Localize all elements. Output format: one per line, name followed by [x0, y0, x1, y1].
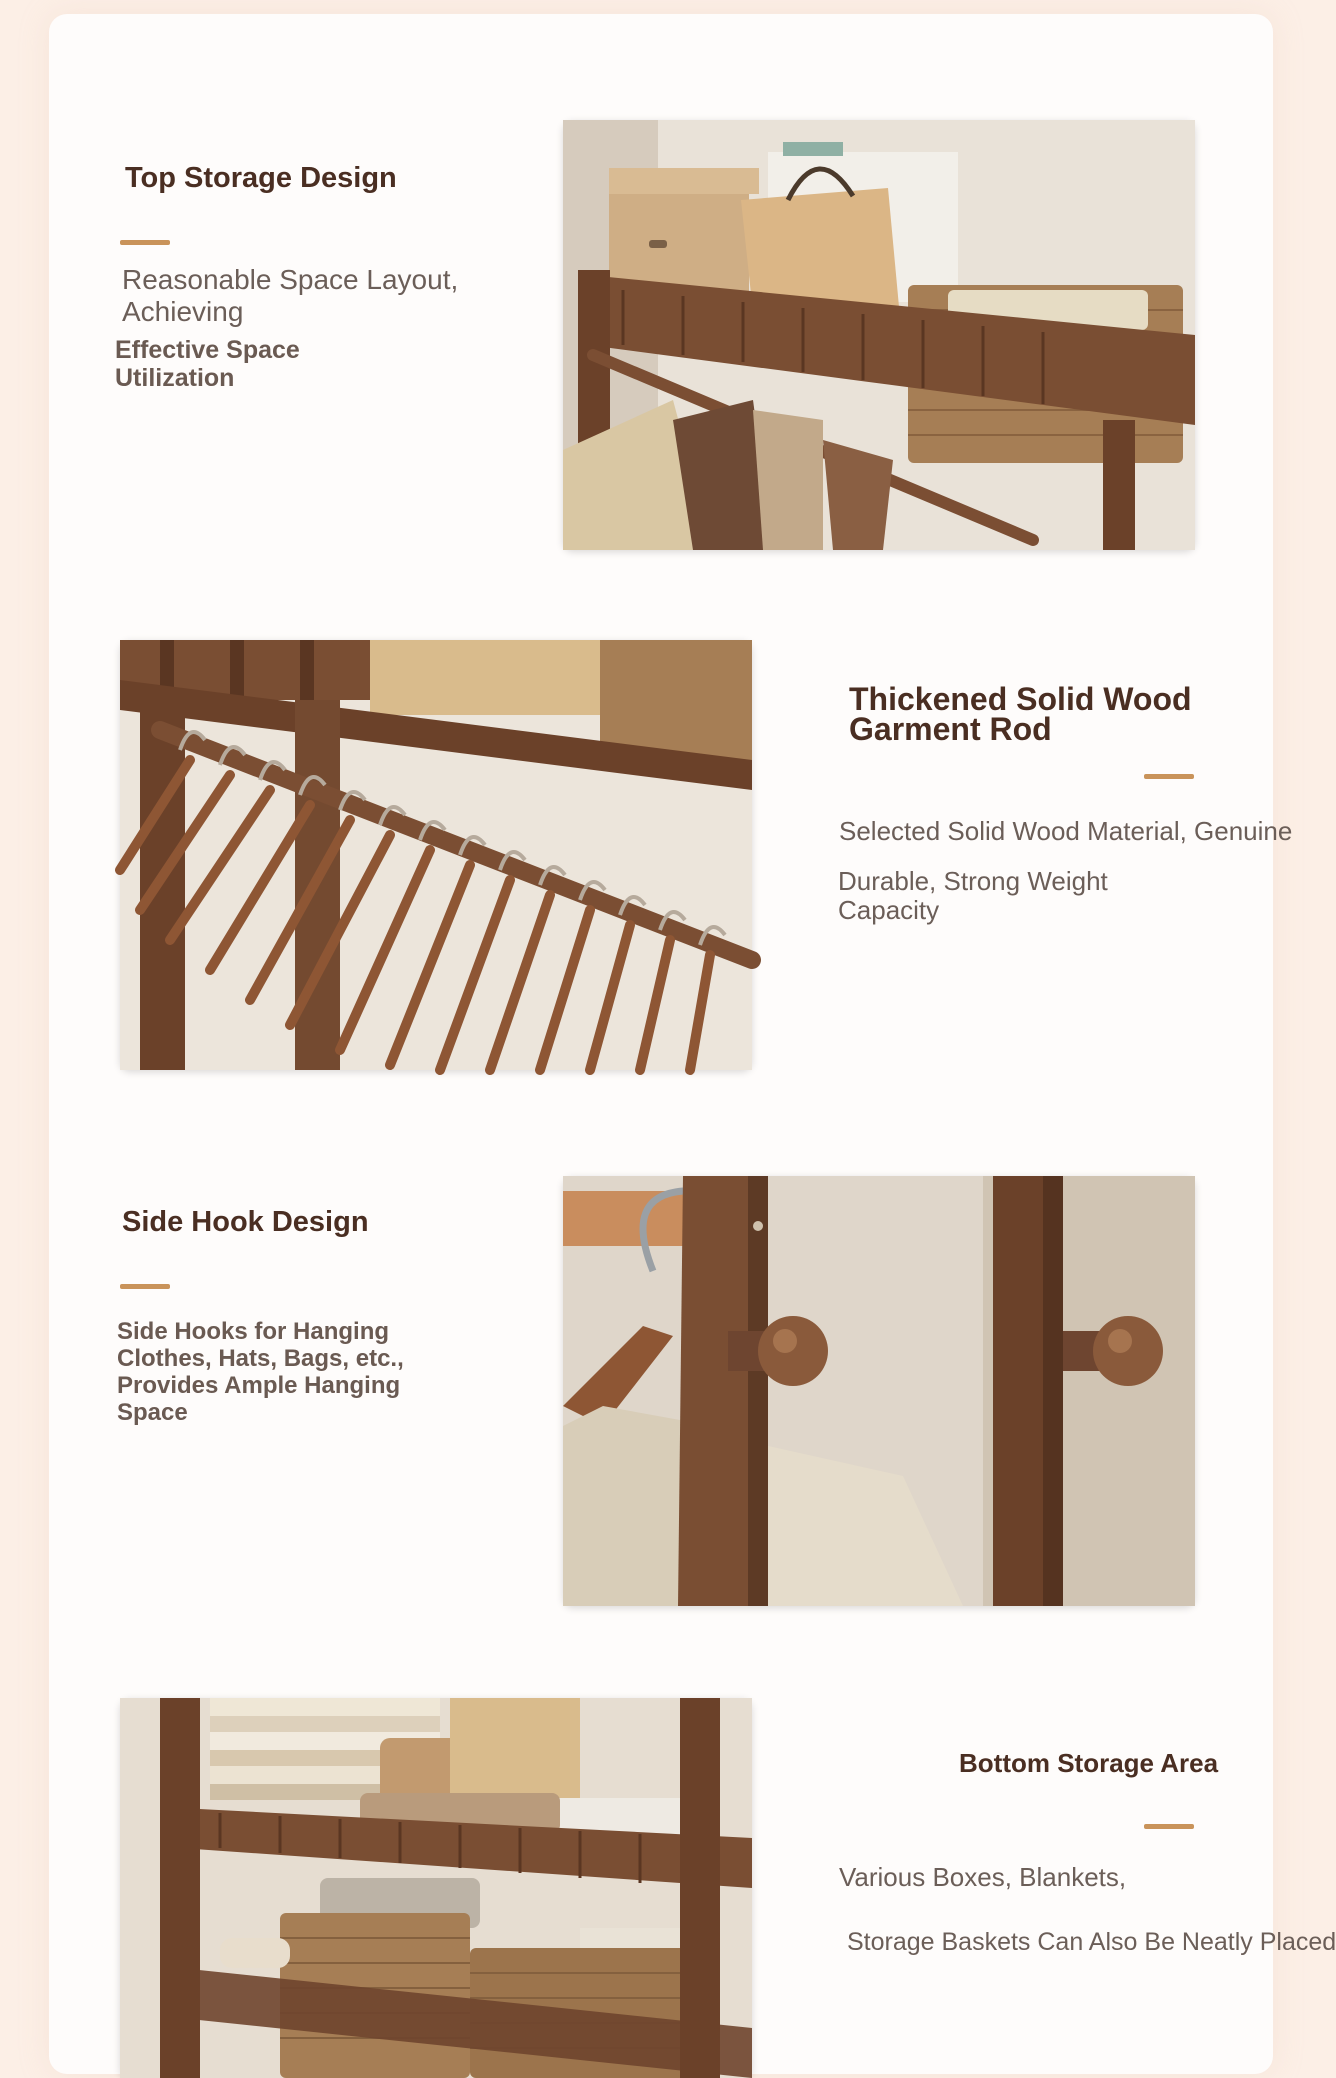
section-description: Reasonable Space Layout, Achieving — [122, 264, 459, 327]
garment-rod-photo — [120, 640, 752, 1070]
section-side-hook — [49, 1094, 1273, 1614]
section-description-secondary: Durable, Strong Weight Capacity — [838, 866, 1108, 925]
section-garment-rod — [49, 574, 1293, 1094]
section-top-storage — [49, 14, 1273, 574]
product-detail-card — [49, 14, 1336, 2074]
section-description: Selected Solid Wood Material, Genuine — [839, 816, 1293, 846]
bottom-storage-photo — [120, 1698, 752, 2078]
section-description: Various Boxes, Blankets, — [839, 1862, 1127, 1892]
side-hook-photo — [563, 1176, 1195, 1606]
title-accent-bar — [1144, 774, 1194, 779]
section-title: Side Hook Design — [122, 1206, 369, 1238]
top-storage-photo — [563, 120, 1195, 550]
section-bottom-storage — [49, 1614, 1336, 2074]
section-description-secondary: Storage Baskets Can Also Be Neatly Placed — [847, 1928, 1336, 1956]
title-accent-bar — [120, 240, 170, 245]
section-description: Side Hooks for Hanging Clothes, Hats, Bags, etc., Provides Ample Hanging Space — [117, 1318, 404, 1426]
title-accent-bar — [120, 1284, 170, 1289]
section-title: Thickened Solid Wood Garment Rod — [849, 681, 1192, 747]
title-accent-bar — [1144, 1824, 1194, 1829]
section-description-secondary: Effective Space Utilization — [115, 336, 300, 392]
section-title: Top Storage Design — [125, 162, 397, 194]
section-title: Bottom Storage Area — [959, 1748, 1219, 1778]
